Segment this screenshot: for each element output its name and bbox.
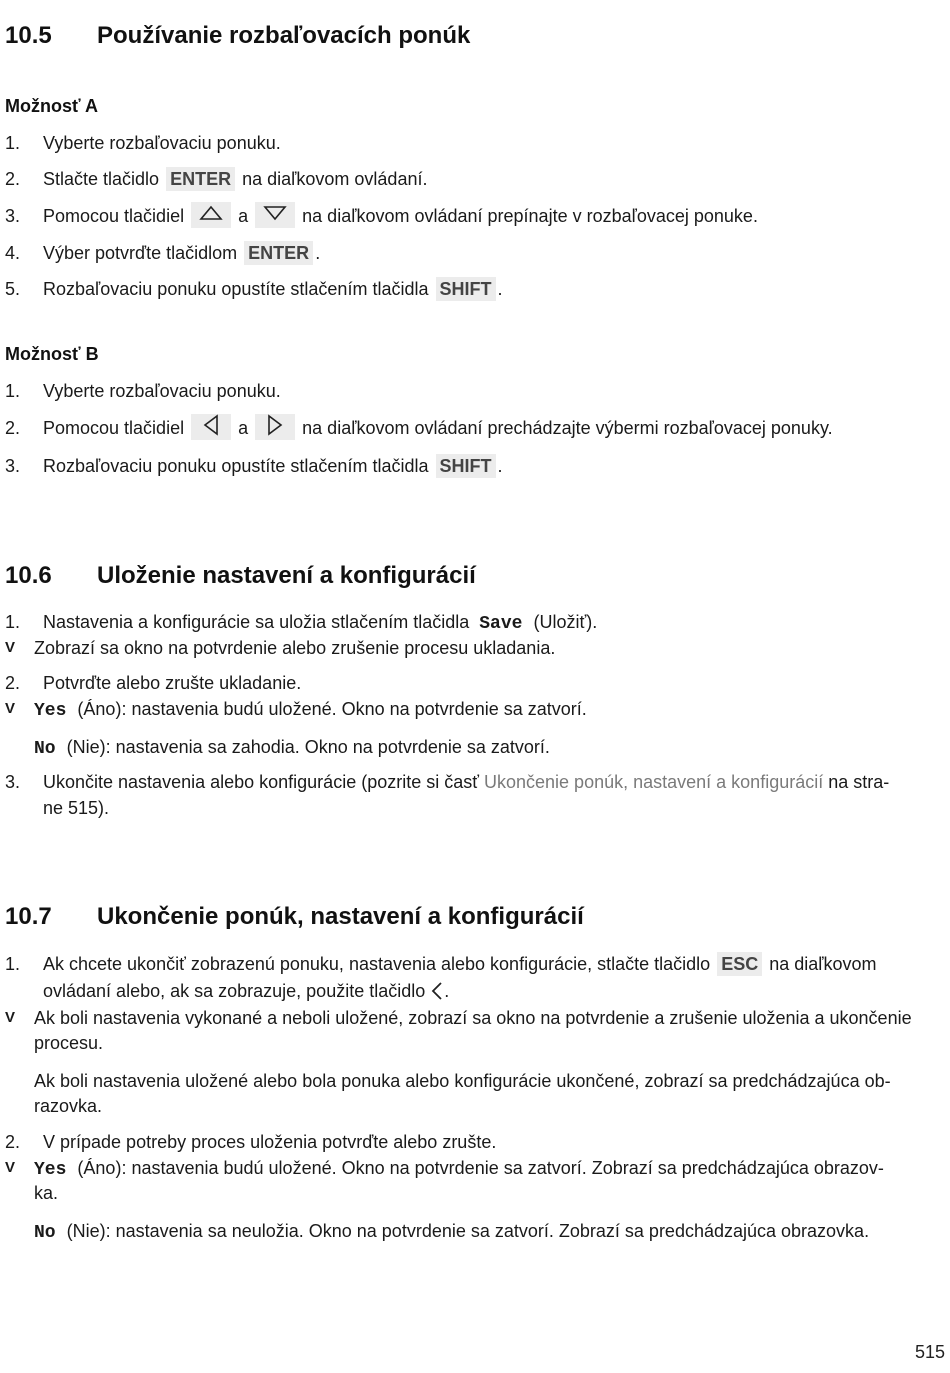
enter-key: ENTER	[166, 167, 235, 191]
exit-result-yes	[5, 1155, 945, 1183]
save-result-1	[5, 635, 945, 661]
step-text: Pomocou tlačidiel	[43, 418, 185, 438]
step-text: Vyberte rozbaľovaciu ponuku.	[43, 133, 281, 153]
step-text: na diaľkovom ovládaní prechádzajte výbermi rozbaľovacej ponuky.	[302, 418, 833, 438]
triangle-up-icon	[198, 202, 224, 224]
result-text: ka.	[34, 1183, 59, 1203]
result-text: (Nie): nastavenia sa zahodia. Okno na potvrdenie sa zatvorí.	[66, 737, 550, 757]
save-step-2	[5, 670, 945, 696]
yes-code: Yes	[34, 1160, 67, 1180]
paragraph-text: razovka.	[34, 1096, 103, 1116]
step-text: na diaľkovom	[769, 954, 877, 974]
section-number: 10.5	[5, 22, 52, 49]
step-number: 2.	[5, 673, 21, 693]
step-text: .	[497, 279, 503, 299]
step-number: 3.	[5, 772, 21, 792]
triangle-left-icon	[198, 414, 224, 436]
step-text: Potvrďte alebo zrušte ukladanie.	[43, 673, 302, 693]
step-text: na diaľkovom ovládaní.	[242, 169, 428, 189]
exit-result-no	[5, 1218, 945, 1246]
step-text: Stlačte tlačidlo	[43, 169, 160, 189]
result-text: procesu.	[34, 1033, 104, 1053]
save-step-3	[5, 769, 945, 795]
step-text: Nastavenia a konfigurácie sa uložia stlačením tlačidla	[43, 612, 470, 632]
enter-key: ENTER	[244, 241, 313, 265]
result-text: (Nie): nastavenia sa neuložia. Okno na potvrdenie sa zatvorí. Zobrazí sa predchádzajúca obrazovka.	[66, 1221, 870, 1241]
checkmark-v-icon: V	[5, 639, 16, 656]
exit-paragraph-cont	[5, 1093, 945, 1119]
save-code: Save	[479, 614, 523, 634]
step-text: Ak chcete ukončiť zobrazenú ponuku, nastavenia alebo konfigurácie, stlačte tlačidlo	[43, 954, 711, 974]
exit-step-1-cont	[5, 978, 945, 1004]
step-text: na diaľkovom ovládaní prepínajte v rozbaľovacej ponuke.	[302, 206, 758, 226]
option-b-step-1	[5, 378, 945, 404]
result-text: (Áno): nastavenia budú uložené. Okno na potvrdenie sa zatvorí. Zobrazí sa predchádzajúca obrazov-	[77, 1158, 884, 1178]
step-number: 2.	[5, 418, 21, 438]
left-arrow-key	[191, 414, 231, 440]
no-code: No	[34, 739, 56, 759]
chevron-left-icon	[430, 981, 444, 1001]
down-arrow-key	[255, 202, 295, 228]
step-text: Pomocou tlačidiel	[43, 206, 185, 226]
shift-key: SHIFT	[436, 454, 496, 478]
right-arrow-key	[255, 414, 295, 440]
step-text: Rozbaľovaciu ponuku opustíte stlačením tlačidla	[43, 279, 429, 299]
section-number: 10.7	[5, 903, 52, 930]
option-a-step-4	[5, 240, 945, 266]
step-text: V prípade potreby proces uloženia potvrďte alebo zrušte.	[43, 1132, 497, 1152]
option-a-heading: Možnosť A	[5, 96, 98, 116]
step-number: 5.	[5, 279, 21, 299]
triangle-right-icon	[262, 414, 288, 436]
option-a-step-5	[5, 276, 945, 302]
step-text: a	[238, 418, 249, 438]
step-text: a	[238, 206, 249, 226]
step-number: 1.	[5, 133, 21, 153]
exit-paragraph	[5, 1068, 945, 1094]
result-text: Ak boli nastavenia vykonané a neboli uložené, zobrazí sa okno na potvrdenie a zrušenie uloženia a ukončenie	[34, 1008, 912, 1028]
step-text: (Uložiť).	[533, 612, 598, 632]
no-code: No	[34, 1223, 56, 1243]
option-b-heading: Možnosť B	[5, 344, 99, 364]
exit-step-1	[5, 951, 945, 977]
section-10-6-heading	[5, 562, 476, 590]
checkmark-v-icon: V	[5, 1159, 16, 1176]
save-step-3-cont	[5, 795, 945, 821]
save-result-yes	[5, 696, 945, 724]
exit-result-yes-cont	[5, 1180, 945, 1206]
shift-key: SHIFT	[436, 277, 496, 301]
save-step-1	[5, 609, 945, 637]
step-number: 1.	[5, 954, 21, 974]
triangle-down-icon	[262, 202, 288, 224]
section-number: 10.6	[5, 562, 52, 589]
save-result-no	[5, 734, 945, 762]
exit-step-2	[5, 1129, 945, 1155]
yes-code: Yes	[34, 701, 67, 721]
paragraph-text: Ak boli nastavenia uložené alebo bola ponuka alebo konfigurácie ukončené, zobrazí sa predchádzajúca ob-	[34, 1071, 891, 1091]
step-text: Výber potvrďte tlačidlom	[43, 243, 238, 263]
section-title: Používanie rozbaľovacích ponúk	[97, 22, 471, 49]
step-text: Vyberte rozbaľovaciu ponuku.	[43, 381, 281, 401]
section-title: Ukončenie ponúk, nastavení a konfigurácií	[97, 903, 584, 930]
result-text: Zobrazí sa okno na potvrdenie alebo zrušenie procesu ukladania.	[34, 638, 556, 658]
step-number: 3.	[5, 206, 21, 226]
step-text: .	[444, 981, 450, 1001]
option-a-step-1	[5, 130, 945, 156]
step-text: ne 515).	[43, 798, 110, 818]
step-number: 2.	[5, 169, 21, 189]
option-a-step-3	[5, 203, 945, 230]
result-text: (Áno): nastavenia budú uložené. Okno na potvrdenie sa zatvorí.	[77, 699, 587, 719]
checkmark-v-icon: V	[5, 700, 16, 717]
step-text: Ukončite nastavenia alebo konfigurácie (pozrite si časť	[43, 772, 479, 792]
step-number: 3.	[5, 456, 21, 476]
step-number: 1.	[5, 381, 21, 401]
step-number: 1.	[5, 612, 21, 632]
exit-result-1-cont	[5, 1030, 945, 1056]
option-b-step-3	[5, 453, 945, 479]
section-10-7-heading	[5, 903, 584, 931]
step-text: .	[497, 456, 503, 476]
step-text: .	[315, 243, 321, 263]
exit-result-1	[5, 1005, 945, 1031]
esc-key: ESC	[717, 952, 762, 976]
option-b-step-2	[5, 415, 945, 442]
up-arrow-key	[191, 202, 231, 228]
section-10-5-heading	[5, 22, 470, 50]
step-text: ovládaní alebo, ak sa zobrazuje, použite tlačidlo	[43, 981, 426, 1001]
cross-reference-link[interactable]: Ukončenie ponúk, nastavení a konfigurácií	[484, 772, 824, 792]
section-title: Uloženie nastavení a konfigurácií	[97, 562, 476, 589]
step-text: na stra-	[828, 772, 890, 792]
option-a-step-2	[5, 166, 945, 192]
step-number: 2.	[5, 1132, 21, 1152]
page-number: 515	[914, 1342, 945, 1362]
checkmark-v-icon: V	[5, 1009, 16, 1026]
step-number: 4.	[5, 243, 21, 263]
step-text: Rozbaľovaciu ponuku opustíte stlačením tlačidla	[43, 456, 429, 476]
